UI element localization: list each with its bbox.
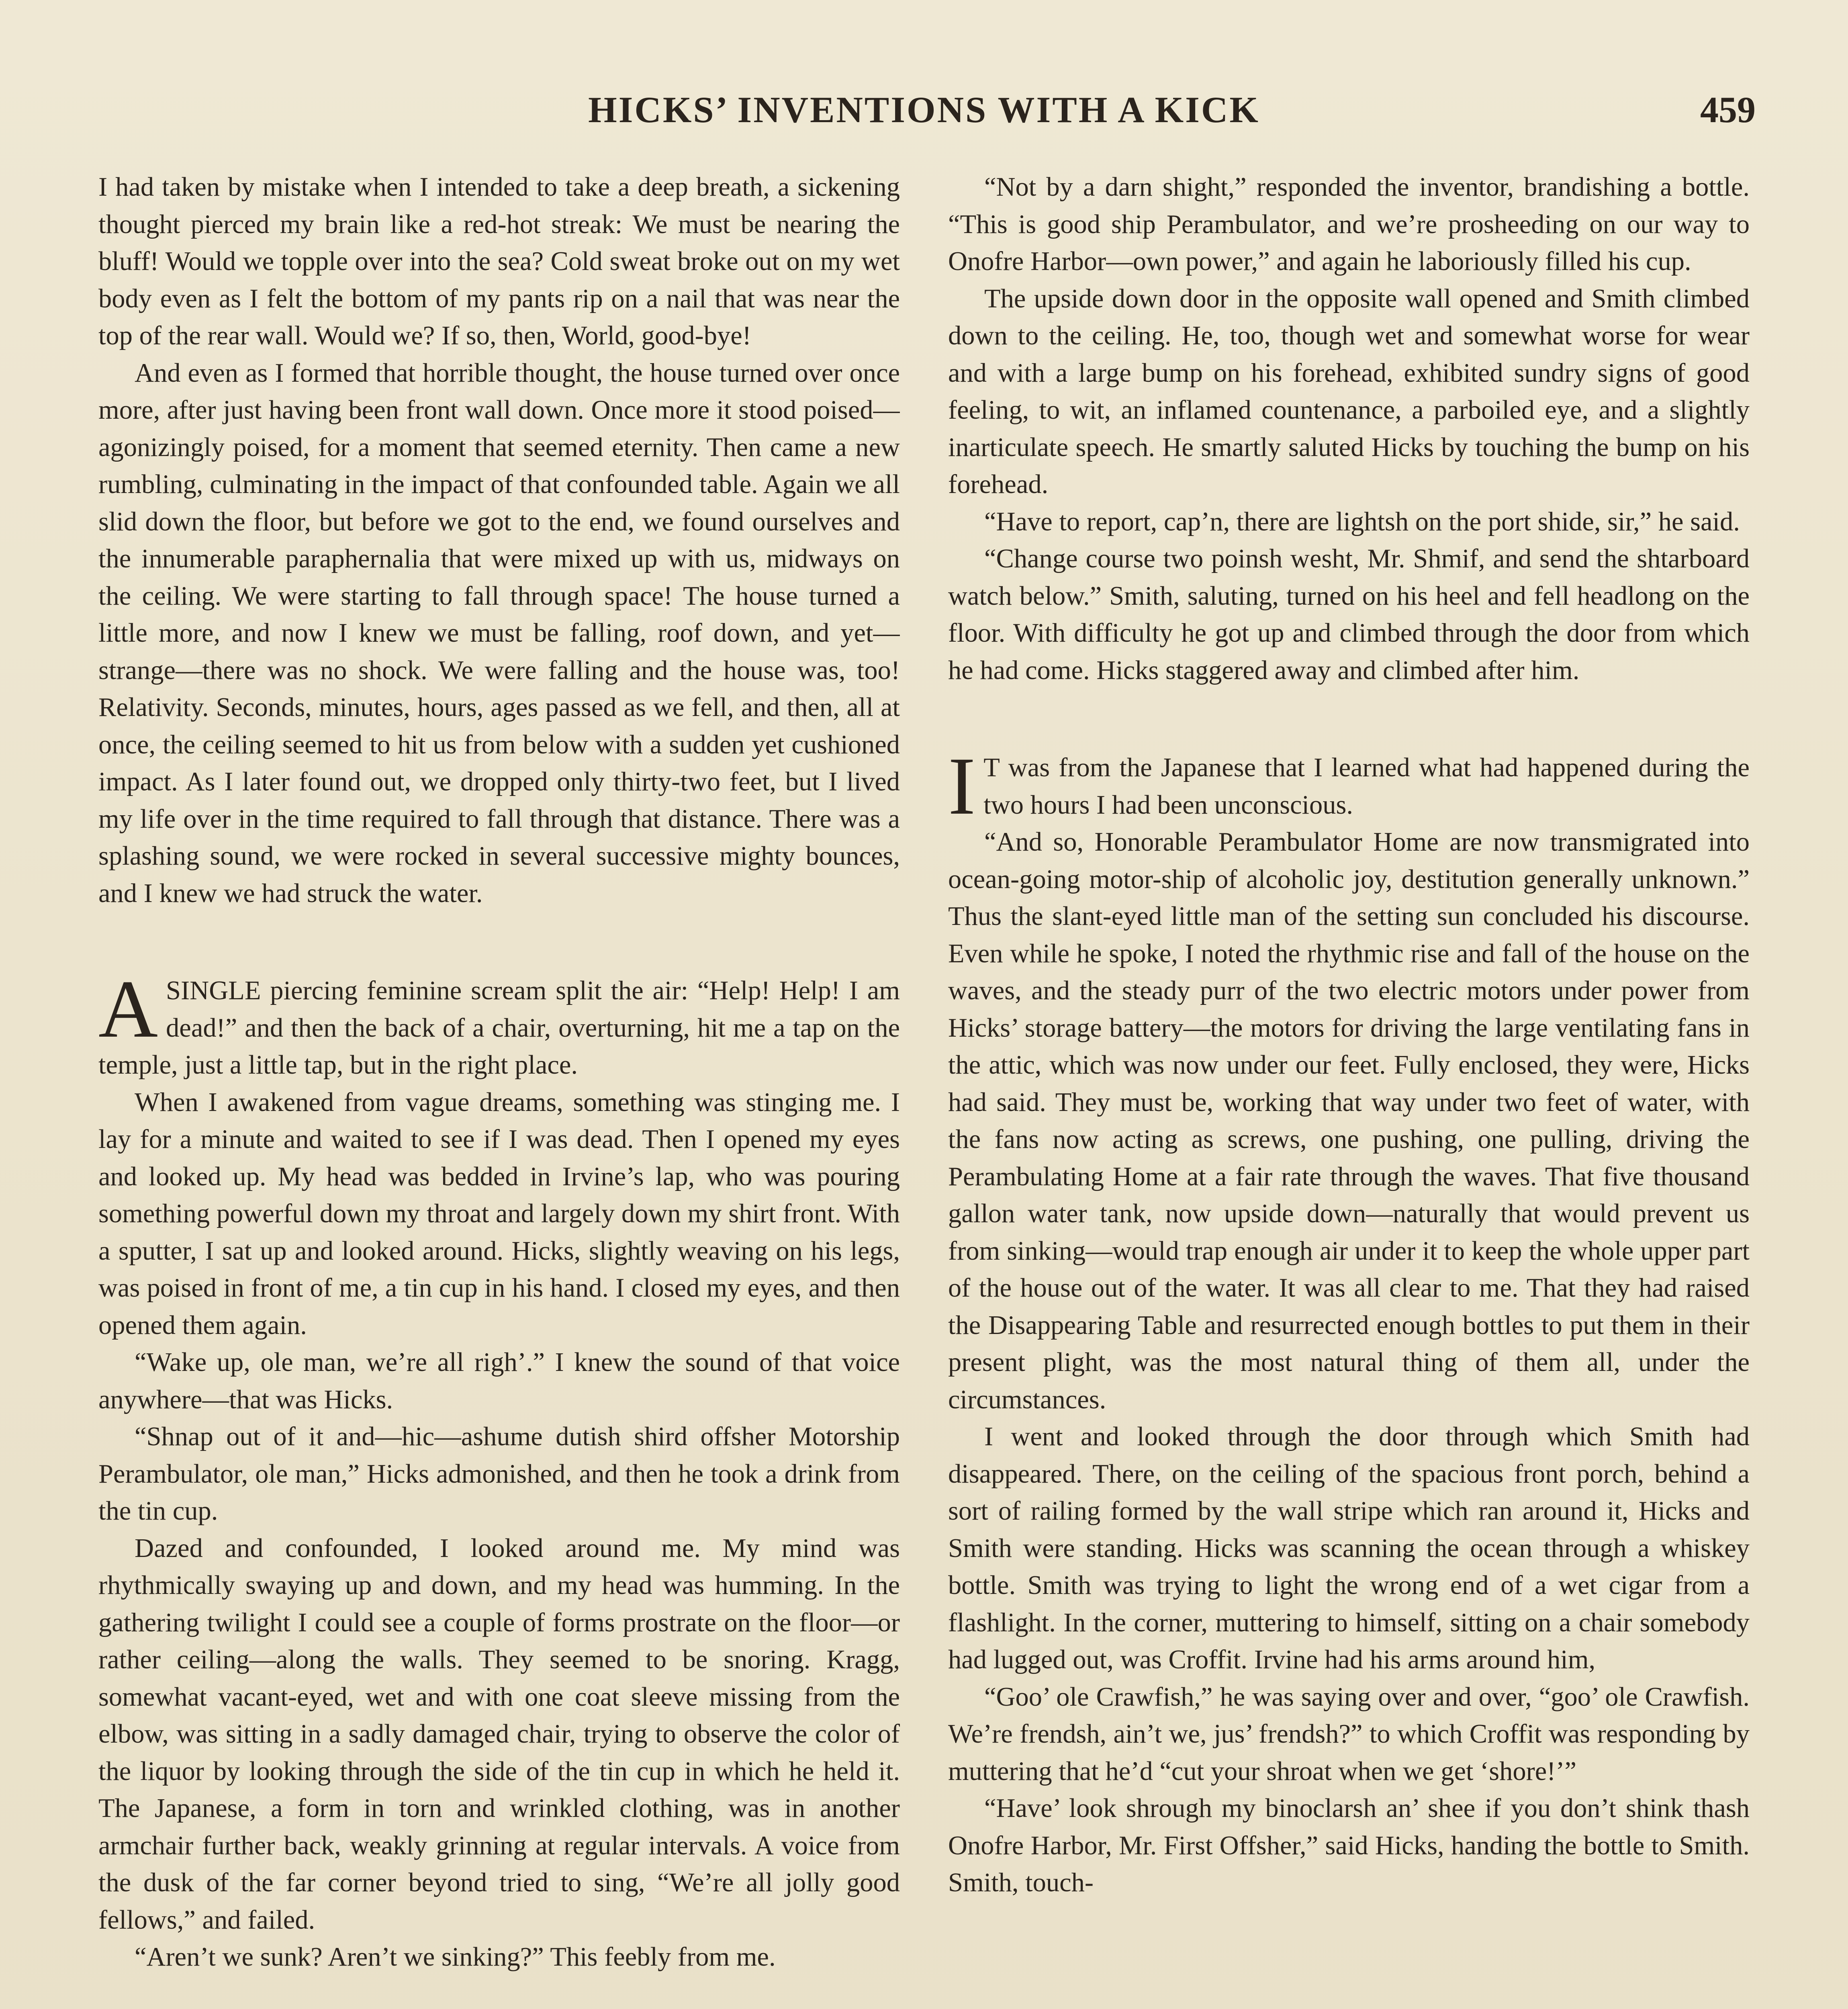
paragraph: The upside down door in the opposite wall opened and Smith climbed down to the ceiling. He, too, though wet and somewhat worse for wear and with a large bump on his forehead, exhibited sundry signs of good feeling, to wit, an inflamed countenance, a parboiled eye, and a slightly inarticulate speech. He smartly saluted Hicks by touching the bump on his forehead. [948, 284, 1750, 499]
drop-cap: I [948, 741, 976, 832]
paragraph: “Aren’t we sunk? Aren’t we sinking?” This feebly from me. [135, 1942, 776, 1972]
drop-cap: A [98, 964, 158, 1055]
paragraph: I went and looked through the door through which Smith had disappeared. There, on the ceiling of the spacious front porch, behind a sort of railing formed by the wall stripe which ran around it, Hicks and Smith were standing. Hicks was scanning the ocean through a whiskey bottle. Smith was trying to light the wrong end of a wet cigar from a flashlight. In the corner, muttering to himself, sitting on a chair somebody had lugged out, was Croffit. Irvine had his arms around him, [948, 1422, 1750, 1674]
paragraph: “Shnap out of it and—hic—ashume dutish shird offsher Motorship Perambulator, ole man,” Hicks admonished, and then he took a drink from the tin cup. [98, 1422, 900, 1526]
section-start-paragraph [98, 964, 900, 1084]
paragraph-text: SINGLE piercing feminine scream split the air: “Help! Help! I am dead!” and then the back of a chair, overturning, hit me a tap on the temple, just a little tap, but in the right place. [98, 976, 900, 1080]
paragraph: “Goo’ ole Crawfish,” he was saying over and over, “goo’ ole Crawfish. We’re frendsh, ain’t we, jus’ frendsh?” to which Croffit was responding by muttering that he’d “cut your shroat when we get ‘shore!’” [948, 1682, 1750, 1786]
paragraph: When I awakened from vague dreams, something was stinging me. I lay for a minute and waited to see if I was dead. Then I opened my eyes and looked up. My head was bedded in Irvine’s lap, who was pouring something powerful down my throat and largely down my shirt front. With a sputter, I sat up and looked around. Hicks, slightly weaving on his legs, was poised in front of me, a tin cup in his hand. I closed my eyes, and then opened them again. [98, 1087, 900, 1340]
running-title: HICKS’ INVENTIONS WITH A KICK [588, 89, 1260, 130]
paragraph: And even as I formed that horrible thought, the house turned over once more, after just having been front wall down. Once more it stood poised—agonizingly poised, for a moment that seemed eternity. Then came a new rumbling, culminating in the impact of that confounded table. Again we all slid down the floor, but before we got to the end, we found ourselves and the innumerable paraphernalia that were mixed up with us, midways on the ceiling. We were starting to fall through space! The house turned a little more, and now I knew we must be falling, roof down, and yet—strange—there was no shock. We were falling and the house was, too! Relativity. Seconds, minutes, hours, ages passed as we fell, and then, all at once, the ceiling seemed to hit us from below with a sudden yet cushioned impact. As I later found out, we dropped only thirty-two feet, but I lived my life over in the time required to fall through that distance. There was a splashing sound, we were rocked in several successive mighty bounces, and I knew we had struck the water. [98, 358, 900, 908]
paragraph: “Wake up, ole man, we’re all righ’.” I knew the sound of that voice anywhere—that was Hicks. [98, 1348, 900, 1414]
paragraph: Dazed and confounded, I looked around me. My mind was rhythmically swaying up and down, and my head was humming. In the gathering twilight I could see a couple of forms prostrate on the floor—or rather ceiling—along the walls. They seemed to be snoring. Kragg, somewhat vacant-eyed, wet and with one coat sleeve missing from the elbow, was sitting in a sadly damaged chair, trying to observe the color of the liquor by looking through the side of the tin cup in which he held it. The Japanese, a form in torn and wrinkled clothing, was in another armchair further back, weakly grinning at regular intervals. A voice from the dusk of the far corner beyond tried to sing, “We’re all jolly good fellows,” and failed. [98, 1533, 900, 1935]
right-column [948, 169, 1750, 2009]
page-header [0, 76, 1848, 145]
left-column [98, 169, 900, 2009]
paragraph: “Have’ look shrough my binoclarsh an’ shee if you don’t shink thash Onofre Harbor, Mr. First Offsher,” said Hicks, handing the bottle to Smith. Smith, touch- [948, 1794, 1750, 1897]
paragraph: “Not by a darn shight,” responded the inventor, brandishing a bottle. “This is good ship Perambulator, and we’re prosheeding on our way to Onofre Harbor—own power,” and again he laboriously filled his cup. [948, 172, 1750, 276]
paragraph: “And so, Honorable Perambulator Home are now transmigrated into ocean-going motor-ship of alcoholic joy, destitution generally unknown.” Thus the slant-eyed little man of the setting sun concluded his discourse. Even while he spoke, I noted the rhythmic rise and fall of the house on the waves, and the steady purr of the two electric motors under power from Hicks’ storage battery—the motors for driving the large ventilating fans in the attic, which was now under our feet. Fully enclosed, they were, Hicks had said. They must be, working that way under two feet of water, with the fans now acting as screws, one pushing, one pulling, driving the Perambulating Home at a fair rate through the waves. That five thousand gallon water tank, now upside down—naturally that would prevent us from sinking—would trap enough air under it to keep the whole upper part of the house out of the water. It was all clear to me. That they had raised the Disappearing Table and resurrected enough bottles to put them in their present plight, was the most natural thing of them all, under the circumstances. [948, 827, 1750, 1414]
paragraph: “Change course two poinsh wesht, Mr. Shmif, and send the shtarboard watch below.” Smith, saluting, turned on his heel and fell headlong on the floor. With difficulty he got up and climbed through the door from which he had come. Hicks staggered away and climbed after him. [948, 544, 1750, 685]
paragraph-text: T was from the Japanese that I learned what had happened during the two hours I had been unconscious. [983, 753, 1750, 820]
page-number: 459 [1700, 89, 1756, 130]
paragraph: “Have to report, cap’n, there are lightsh on the port shide, sir,” he said. [984, 507, 1740, 536]
section-start-paragraph [948, 741, 1750, 832]
paragraph: I had taken by mistake when I intended to take a deep breath, a sickening thought pierced my brain like a red-hot streak: We must be nearing the bluff! Would we topple over into the sea? Cold sweat broke out on my wet body even as I felt the bottom of my pants rip on a nail that was near the top of the rear wall. Would we? If so, then, World, good-bye! [98, 172, 900, 350]
